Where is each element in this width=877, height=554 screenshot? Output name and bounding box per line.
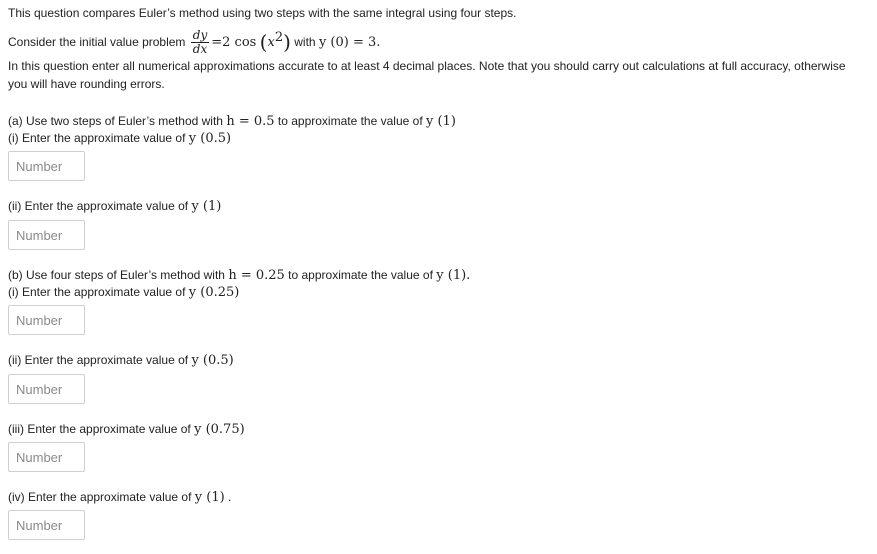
part-a-prompt bbox=[8, 114, 456, 129]
part-a-prompt-text: (a) Use two steps of Euler’s method with bbox=[8, 114, 223, 128]
part-a-step-size: h = 0.5 bbox=[226, 114, 275, 129]
question-tail: . bbox=[228, 490, 232, 504]
part-b-prompt bbox=[8, 268, 470, 283]
part-b-i-label bbox=[8, 285, 239, 300]
part-a-i-answer-input[interactable] bbox=[8, 151, 85, 181]
derivative-denominator: dx bbox=[192, 42, 208, 57]
open-paren: ( bbox=[259, 30, 268, 54]
question-expr: y (1) bbox=[191, 199, 222, 214]
derivative-numerator: dy bbox=[192, 28, 208, 43]
question-expr: y (1) bbox=[194, 490, 225, 505]
question-expr: y (0.5) bbox=[188, 131, 232, 146]
question-label: (iv) Enter the approximate value of bbox=[8, 490, 192, 504]
part-b-iv-label bbox=[8, 490, 231, 505]
intro-text: This question compares Euler’s method using two steps with the same integral using four steps. bbox=[8, 6, 517, 20]
part-b-iv-answer-input[interactable] bbox=[8, 510, 85, 540]
part-b-ii-answer-input[interactable] bbox=[8, 374, 85, 404]
ivp-prefix: Consider the initial value problem bbox=[8, 35, 186, 49]
ivp-with: with bbox=[294, 35, 316, 49]
part-b-iii-label bbox=[8, 422, 245, 437]
question-label: (iii) Enter the approximate value of bbox=[8, 422, 191, 436]
ivp-inner-exponent: 2 bbox=[274, 30, 284, 45]
question-expr: y (0.25) bbox=[188, 285, 240, 300]
part-a-ii-answer-input[interactable] bbox=[8, 220, 85, 250]
ivp-rhs: =2 cos bbox=[211, 35, 257, 50]
close-paren: ) bbox=[283, 30, 291, 54]
ivp-statement bbox=[8, 24, 380, 57]
question-label: (i) Enter the approximate value of bbox=[8, 285, 186, 299]
part-a-target: y (1) bbox=[426, 114, 456, 129]
question-label: (ii) Enter the approximate value of bbox=[8, 353, 189, 367]
part-b-suffix: to approximate the value of bbox=[288, 268, 433, 282]
part-a-ii-label bbox=[8, 199, 221, 214]
part-b-target: y (1). bbox=[436, 268, 471, 283]
instructions-text: In this question enter all numerical approximations accurate to at least 4 decimal places. Note that you should carry out calculations at full accuracy, otherwise you will have rounding errors. bbox=[8, 59, 846, 91]
question-expr: y (0.5) bbox=[191, 353, 234, 368]
ivp-initial-condition: y (0) = 3. bbox=[318, 35, 381, 50]
part-b-i-answer-input[interactable] bbox=[8, 305, 85, 335]
derivative-fraction bbox=[191, 29, 209, 56]
part-b-iii-answer-input[interactable] bbox=[8, 442, 85, 472]
part-b-step-size: h = 0.25 bbox=[228, 268, 285, 283]
question-label: (i) Enter the approximate value of bbox=[8, 131, 186, 145]
question-expr: y (0.75) bbox=[194, 422, 245, 437]
question-label: (ii) Enter the approximate value of bbox=[8, 199, 189, 213]
part-b-prompt-text: (b) Use four steps of Euler’s method with bbox=[8, 268, 225, 282]
ivp-inner: x bbox=[267, 35, 275, 50]
part-a-i-label bbox=[8, 131, 231, 146]
part-b-ii-label bbox=[8, 353, 234, 368]
part-a-suffix: to approximate the value of bbox=[277, 114, 423, 128]
